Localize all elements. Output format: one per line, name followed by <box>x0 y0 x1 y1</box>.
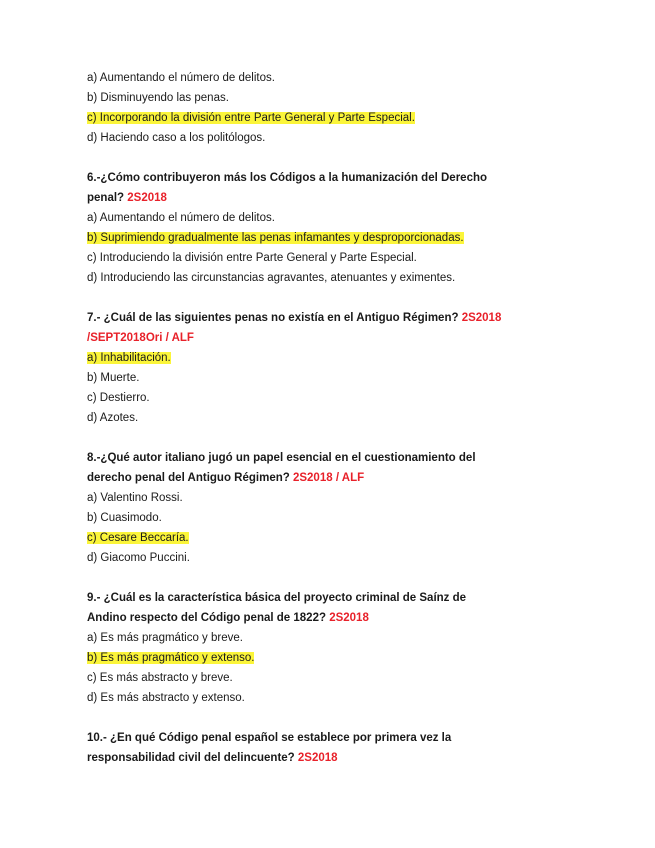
highlighted-answer: b) Suprimiendo gradualmente las penas infamantes y desproporcionadas. <box>87 232 464 244</box>
highlighted-answer: c) Incorporando la división entre Parte General y Parte Especial. <box>87 112 415 124</box>
question-text: 7.- ¿Cuál de las siguientes penas no existía en el Antiguo Régimen? 2S2018 <box>87 312 502 324</box>
option-a: a) Es más pragmático y breve. <box>87 632 243 644</box>
question-text-cont: penal? 2S2018 <box>87 192 167 204</box>
option-c: c) Es más abstracto y breve. <box>87 672 233 684</box>
question-text-cont: derecho penal del Antiguo Régimen? 2S2018 / ALF <box>87 472 365 484</box>
question-9 <box>87 588 527 708</box>
exam-tag: /SEPT2018Ori / ALF <box>87 332 194 344</box>
question-5-options <box>87 68 527 148</box>
question-8 <box>87 448 527 568</box>
option-c-correct <box>87 528 527 548</box>
option-b-correct <box>87 228 527 248</box>
option-d: d) Azotes. <box>87 412 139 424</box>
highlighted-answer: a) Inhabilitación. <box>87 352 171 364</box>
question-6 <box>87 168 527 288</box>
exam-tag: 2S2018 <box>297 752 338 764</box>
option-a-correct <box>87 348 527 368</box>
question-text-cont: Andino respecto del Código penal de 1822? 2S2018 <box>87 612 369 624</box>
option-d: d) Haciendo caso a los politólogos. <box>87 132 266 144</box>
question-7 <box>87 308 527 428</box>
option-c-correct <box>87 108 527 128</box>
question-text: 9.- ¿Cuál es la característica básica del proyecto criminal de Saínz de <box>87 592 467 604</box>
option-c: c) Destierro. <box>87 392 150 404</box>
option-d: d) Introduciendo las circunstancias agravantes, atenuantes y eximentes. <box>87 272 456 284</box>
exam-tag: 2S2018 / ALF <box>292 472 365 484</box>
option-b: b) Disminuyendo las penas. <box>87 92 229 104</box>
option-d: d) Giacomo Puccini. <box>87 552 190 564</box>
option-a: a) Aumentando el número de delitos. <box>87 212 275 224</box>
question-text-cont: responsabilidad civil del delincuente? 2S2018 <box>87 752 338 764</box>
option-b: b) Muerte. <box>87 372 140 384</box>
exam-tag: 2S2018 <box>461 312 502 324</box>
option-a: a) Valentino Rossi. <box>87 492 183 504</box>
option-b: b) Cuasimodo. <box>87 512 162 524</box>
highlighted-answer: c) Cesare Beccaría. <box>87 532 189 544</box>
option-a: a) Aumentando el número de delitos. <box>87 72 275 84</box>
option-b-correct <box>87 648 527 668</box>
question-10 <box>87 728 527 768</box>
option-d: d) Es más abstracto y extenso. <box>87 692 245 704</box>
question-text: 6.-¿Cómo contribuyeron más los Códigos a la humanización del Derecho <box>87 172 488 184</box>
exam-tag: 2S2018 <box>127 192 167 204</box>
highlighted-answer: b) Es más pragmático y extenso. <box>87 652 255 664</box>
question-text: 8.-¿Qué autor italiano jugó un papel esencial en el cuestionamiento del <box>87 452 476 464</box>
question-text-cont <box>87 328 527 348</box>
question-text: 10.- ¿En qué Código penal español se establece por primera vez la <box>87 732 452 744</box>
exam-tag: 2S2018 <box>329 612 369 624</box>
option-c: c) Introduciendo la división entre Parte General y Parte Especial. <box>87 252 417 264</box>
